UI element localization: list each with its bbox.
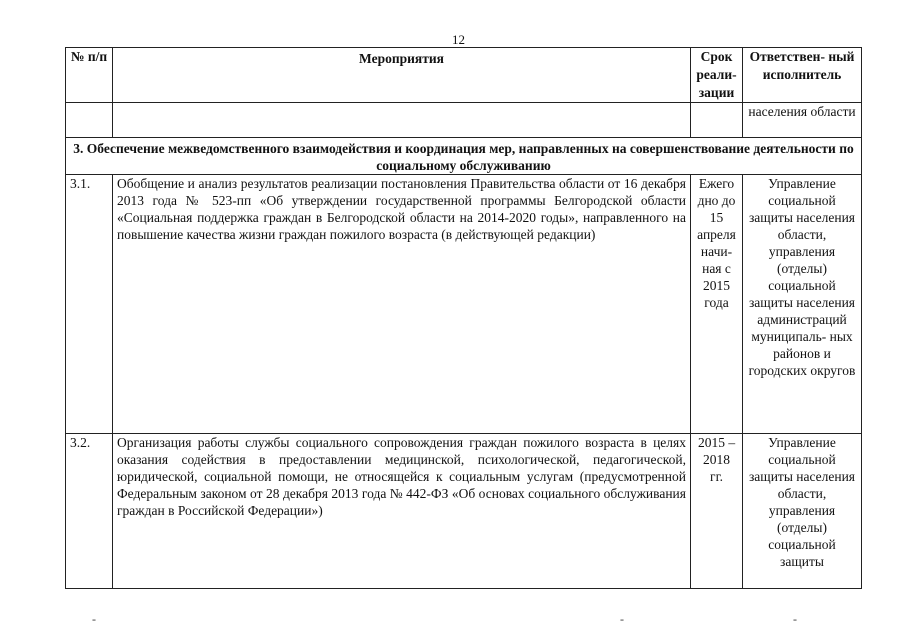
row-number: 3.1.: [66, 175, 113, 434]
scan-speck: -: [620, 612, 624, 626]
row-responsible: Управление социальной защиты населения области, управления (отделы) социальной защиты: [743, 434, 862, 589]
row-activity: Организация работы службы социального сопровождения граждан пожилого возраста в целях оказания содействия в предоставлении медицинской, психологической, педагогической, юридической, социальной помощи, не относящейся к социальным услугам (предусмотренной Федеральным законом от 28 декабря 2013 года № 442-ФЗ «Об основах социального обслуживания граждан в Российской Федерации»): [113, 434, 691, 589]
continuation-responsible: населения области: [743, 103, 862, 138]
row-responsible: Управление социальной защиты населения области, управления (отделы) социальной защиты населения администраций муниципаль- ных районов и городских округов: [743, 175, 862, 434]
activities-table: [65, 47, 862, 589]
row-term: Ежего дно до 15 апреля начи- ная с 2015 года: [691, 175, 743, 434]
header-responsible: Ответствен- ный исполнитель: [743, 48, 862, 103]
row-number: 3.2.: [66, 434, 113, 589]
section-row: [66, 138, 862, 175]
section-title: 3. Обеспечение межведомственного взаимодействия и координация мер, направленных на совершенствование деятельности по социальному обслуживанию: [66, 138, 862, 175]
header-activity: Мероприятия: [113, 48, 691, 103]
header-num: № п/п: [66, 48, 113, 103]
page-number: 12: [452, 32, 465, 47]
cell-empty: [691, 103, 743, 138]
cell-empty: [66, 103, 113, 138]
row-term: 2015 – 2018 гг.: [691, 434, 743, 589]
cell-empty: [113, 103, 691, 138]
table-header-row: [66, 48, 862, 103]
scan-speck: -: [92, 612, 96, 626]
continuation-row: [66, 103, 862, 138]
row-activity: Обобщение и анализ результатов реализации постановления Правительства области от 16 декабря 2013 года № 523-пп «Об утверждении государственной программы Белгородской области «Социальная поддержка граждан в Белгородской области на 2014-2020 годы», направленного на повышение качества жизни граждан пожилого возраста (в действующей редакции): [113, 175, 691, 434]
table-row: [66, 175, 862, 434]
scan-speck: -: [793, 612, 797, 626]
table-row: [66, 434, 862, 589]
header-term: Срок реали- зации: [691, 48, 743, 103]
